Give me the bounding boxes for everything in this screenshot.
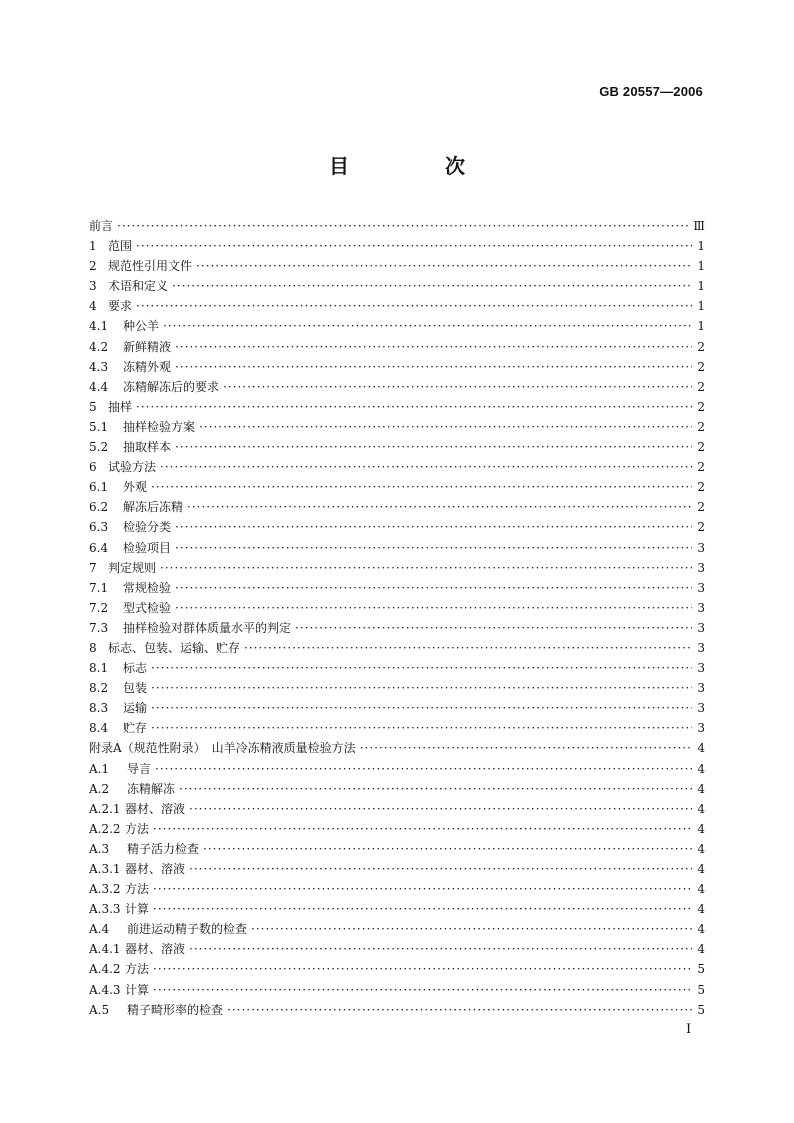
toc-leader-dots — [251, 919, 692, 939]
toc-entry-page: 3 — [697, 701, 705, 716]
toc-entry-page: 4 — [697, 882, 705, 897]
toc-entry-page: 3 — [697, 560, 705, 575]
toc-entry-label: 规范性引用文件 — [108, 259, 193, 274]
toc-entry-page: 3 — [697, 640, 705, 655]
toc-entry-number: 8.1 — [89, 661, 109, 676]
toc-entry[interactable] — [89, 879, 705, 899]
toc-entry-label: 计算 — [125, 902, 150, 917]
toc-entry-label: 检验项目 — [123, 540, 172, 555]
toc-entry-page: 3 — [697, 661, 705, 676]
toc-entry-label: 器材、溶液 — [125, 862, 186, 876]
toc-leader-dots — [136, 296, 692, 316]
toc-entry-label: 标志、包装、运输、贮存 — [108, 640, 241, 655]
toc-entry-page: 2 — [697, 359, 705, 374]
toc-entry-page: 2 — [697, 339, 705, 354]
toc-leader-dots — [163, 316, 692, 336]
toc-entry[interactable] — [89, 658, 705, 678]
toc-entry-page: 5 — [697, 1002, 705, 1017]
toc-entry-number: 7.2 — [89, 600, 109, 615]
toc-entry[interactable] — [89, 759, 705, 779]
toc-entry[interactable] — [89, 337, 705, 357]
toc-entry-number: A.3.3 — [89, 902, 121, 917]
toc-entry-page: 2 — [697, 500, 705, 515]
toc-entry-number: A.1 — [89, 761, 110, 776]
toc-entry-label: 器材、溶液 — [125, 801, 186, 816]
toc-entry-number: A.4.2 — [89, 962, 121, 977]
toc-entry[interactable] — [89, 779, 705, 799]
toc-entry-number: 5 — [89, 399, 97, 414]
toc-leader-dots — [179, 779, 692, 799]
toc-leader-dots — [199, 417, 692, 437]
toc-entry[interactable] — [89, 578, 705, 598]
toc-entry[interactable] — [89, 538, 705, 558]
toc-entry-label: 方法 — [125, 962, 150, 977]
toc-entry[interactable] — [89, 517, 705, 537]
toc-leader-dots — [153, 899, 692, 919]
toc-entry-label: 范围 — [108, 239, 133, 254]
toc-entry[interactable] — [89, 417, 705, 437]
toc-entry-page: 3 — [697, 721, 705, 736]
toc-entry[interactable] — [89, 819, 705, 839]
toc-leader-dots — [175, 578, 692, 598]
toc-entry-page: 4 — [697, 761, 705, 776]
toc-entry-number: 8.4 — [89, 721, 109, 736]
toc-entry-page: 2 — [697, 399, 705, 414]
toc-entry[interactable] — [89, 357, 705, 377]
toc-entry-label: 前言 — [89, 219, 114, 233]
toc-entry-page: 2 — [697, 419, 705, 434]
toc-leader-dots — [175, 437, 692, 457]
toc-entry-number: 6.1 — [89, 480, 109, 495]
toc-entry[interactable] — [89, 939, 705, 959]
toc-entry-page: 2 — [697, 379, 705, 394]
toc-entry-page: 4 — [697, 902, 705, 917]
toc-entry-label: 方法 — [125, 821, 150, 836]
toc-entry-label: 器材、溶液 — [125, 942, 186, 957]
toc-entry[interactable] — [89, 1000, 705, 1020]
toc-entry-label: 型式检验 — [123, 600, 172, 615]
toc-leader-dots — [189, 799, 692, 819]
toc-leader-dots — [175, 598, 692, 618]
toc-entry-number: A.4.3 — [89, 982, 121, 997]
toc-entry[interactable] — [89, 799, 705, 819]
toc-leader-dots — [117, 216, 689, 236]
toc-entry-number: 4.1 — [89, 319, 109, 334]
toc-entry[interactable] — [89, 437, 705, 457]
toc-entry-label: 冻精解冻 — [127, 781, 176, 796]
toc-entry-label: 判定规则 — [108, 560, 157, 575]
toc-leader-dots — [244, 638, 692, 658]
toc-entry-number: 4.4 — [89, 379, 109, 394]
toc-leader-dots — [151, 658, 692, 678]
toc-entry[interactable] — [89, 276, 705, 296]
toc-leader-dots — [223, 377, 692, 397]
toc-entry-number: A.2.1 — [89, 801, 121, 816]
toc-entry-label: 计算 — [125, 982, 150, 997]
toc-entry-label: 抽样检验方案 — [123, 419, 196, 434]
toc-leader-dots — [196, 256, 692, 276]
toc-entry-number: 6.4 — [89, 540, 109, 555]
toc-entry[interactable] — [89, 296, 705, 316]
toc-entry[interactable] — [89, 316, 705, 336]
toc-entry[interactable] — [89, 899, 705, 919]
toc-entry-label: 前进运动精子数的检查 — [127, 922, 248, 937]
toc-entry-page: 4 — [697, 781, 705, 796]
toc-entry-page: 4 — [697, 862, 705, 876]
toc-entry-number: A.2.2 — [89, 821, 121, 836]
toc-entry-number: 7.3 — [89, 620, 109, 635]
toc-leader-dots — [227, 1000, 692, 1020]
toc-entry-page: 2 — [697, 480, 705, 495]
toc-entry[interactable] — [89, 718, 705, 738]
toc-entry-page: 2 — [697, 460, 705, 475]
toc-entry-number: 6 — [89, 460, 97, 475]
toc-entry[interactable] — [89, 598, 705, 618]
toc-entry-number: 4.3 — [89, 359, 109, 374]
toc-entry-number: 3 — [89, 279, 97, 294]
toc-entry-number: 5.1 — [89, 419, 109, 434]
toc-entry-page: 3 — [697, 681, 705, 696]
toc-entry-page: 4 — [697, 922, 705, 937]
toc-entry-number: A.2 — [89, 781, 110, 796]
toc-leader-dots — [175, 357, 692, 377]
toc-entry-label: 包装 — [123, 681, 148, 696]
toc-entry-page: 2 — [697, 520, 705, 535]
toc-entry-label: 抽取样本 — [123, 440, 172, 455]
toc-leader-dots — [155, 759, 692, 779]
toc-leader-dots — [151, 718, 692, 738]
toc-entry-label: 术语和定义 — [108, 279, 169, 294]
toc-leader-dots — [151, 698, 692, 718]
toc-entry-label: 运输 — [123, 701, 148, 716]
toc-entry-label: 新鲜精液 — [123, 339, 172, 354]
toc-entry-page: 4 — [697, 942, 705, 957]
toc-entry-page: 5 — [697, 962, 705, 977]
toc-entry-number: 6.2 — [89, 500, 109, 515]
toc-entry-page: 1 — [697, 259, 705, 274]
standard-number: GB 20557—2006 — [599, 84, 703, 99]
toc-leader-dots — [175, 538, 692, 558]
toc-entry-number: A.3.2 — [89, 882, 121, 897]
toc-entry[interactable] — [89, 236, 705, 256]
toc-leader-dots — [136, 236, 692, 256]
toc-entry[interactable] — [89, 256, 705, 276]
toc-leader-dots — [189, 859, 692, 879]
table-of-contents — [89, 216, 705, 1020]
toc-leader-dots — [160, 457, 692, 477]
page-title: 目 次 — [329, 154, 503, 178]
toc-entry-label: （规范性附录） 山羊冷冻精液质量检验方法 — [121, 741, 356, 756]
toc-leader-dots — [203, 839, 692, 859]
toc-leader-dots — [136, 397, 692, 417]
toc-entry[interactable] — [89, 618, 705, 638]
toc-entry-page: 4 — [697, 801, 705, 816]
toc-entry-number: 4 — [89, 299, 97, 314]
toc-entry[interactable] — [89, 558, 705, 578]
page-number: I — [686, 1022, 692, 1037]
toc-leader-dots — [160, 558, 692, 578]
toc-entry[interactable] — [89, 678, 705, 698]
toc-entry-number: 4.2 — [89, 339, 109, 354]
toc-entry-label: 要求 — [108, 299, 133, 314]
toc-entry-label: 标志 — [123, 661, 148, 676]
toc-entry[interactable] — [89, 397, 705, 417]
toc-entry-page: 3 — [697, 540, 705, 555]
toc-leader-dots — [189, 939, 692, 959]
toc-entry-label: 精子畸形率的检查 — [127, 1002, 224, 1017]
toc-entry-number: 7 — [89, 560, 97, 575]
toc-entry-page: 3 — [697, 600, 705, 615]
toc-leader-dots — [153, 819, 692, 839]
toc-entry-number: 8.2 — [89, 681, 109, 696]
toc-entry[interactable] — [89, 377, 705, 397]
toc-leader-dots — [175, 337, 692, 357]
toc-entry[interactable] — [89, 497, 705, 517]
toc-leader-dots — [175, 517, 692, 537]
toc-leader-dots — [295, 618, 692, 638]
toc-entry-number: A.5 — [89, 1002, 110, 1017]
toc-entry-page: 3 — [697, 620, 705, 635]
toc-leader-dots — [172, 276, 692, 296]
toc-entry-label: 导言 — [127, 761, 152, 776]
toc-entry-label: 常规检验 — [123, 580, 172, 595]
toc-leader-dots — [153, 959, 692, 979]
toc-entry[interactable] — [89, 698, 705, 718]
toc-entry-label: 冻精解冻后的要求 — [123, 379, 220, 394]
toc-leader-dots — [153, 980, 692, 1000]
toc-entry-label: 解冻后冻精 — [123, 500, 184, 515]
toc-entry-label: 贮存 — [123, 721, 148, 736]
toc-entry-page: 4 — [697, 741, 705, 756]
toc-entry-label: 外观 — [123, 480, 148, 495]
toc-leader-dots — [151, 477, 692, 497]
toc-entry-page: 1 — [697, 279, 705, 294]
toc-leader-dots — [153, 879, 692, 899]
toc-entry[interactable] — [89, 980, 705, 1000]
toc-entry-number: A.3.1 — [89, 862, 121, 876]
toc-entry-number: 8.3 — [89, 701, 109, 716]
toc-entry-number: A.4.1 — [89, 942, 121, 957]
toc-entry[interactable] — [89, 919, 705, 939]
toc-entry-number: 2 — [89, 259, 97, 274]
toc-entry[interactable] — [89, 457, 705, 477]
toc-entry-page: 2 — [697, 440, 705, 455]
toc-entry-page: 5 — [697, 982, 705, 997]
toc-leader-dots — [187, 497, 692, 517]
toc-entry-label: 种公羊 — [123, 319, 160, 334]
toc-entry-label: 精子活力检查 — [127, 841, 200, 856]
toc-entry-number: 附录A — [89, 741, 122, 756]
toc-entry-number: 7.1 — [89, 580, 109, 595]
toc-entry-page: 3 — [697, 580, 705, 595]
toc-leader-dots — [151, 678, 692, 698]
toc-leader-dots — [360, 738, 692, 758]
toc-entry[interactable] — [89, 216, 705, 236]
toc-entry-number: 5.2 — [89, 440, 109, 455]
toc-entry[interactable] — [89, 959, 705, 979]
toc-entry-page: 1 — [697, 319, 705, 334]
toc-entry[interactable] — [89, 859, 705, 879]
toc-entry-page: Ⅲ — [693, 219, 705, 233]
toc-entry-page: 4 — [697, 841, 705, 856]
toc-entry[interactable] — [89, 738, 705, 758]
toc-entry-label: 冻精外观 — [123, 359, 172, 374]
toc-entry[interactable] — [89, 477, 705, 497]
toc-entry-page: 1 — [697, 299, 705, 314]
toc-entry-number: 1 — [89, 239, 97, 254]
toc-entry[interactable] — [89, 839, 705, 859]
toc-entry[interactable] — [89, 638, 705, 658]
toc-entry-label: 试验方法 — [108, 460, 157, 475]
toc-entry-number: A.4 — [89, 922, 110, 937]
toc-entry-number: 8 — [89, 640, 97, 655]
toc-entry-page: 4 — [697, 821, 705, 836]
toc-entry-number: A.3 — [89, 841, 110, 856]
toc-entry-label: 检验分类 — [123, 520, 172, 535]
toc-entry-label: 方法 — [125, 882, 150, 897]
toc-entry-label: 抽样检验对群体质量水平的判定 — [123, 620, 292, 635]
toc-entry-page: 1 — [697, 239, 705, 254]
toc-entry-label: 抽样 — [108, 399, 133, 414]
toc-entry-number: 6.3 — [89, 520, 109, 535]
